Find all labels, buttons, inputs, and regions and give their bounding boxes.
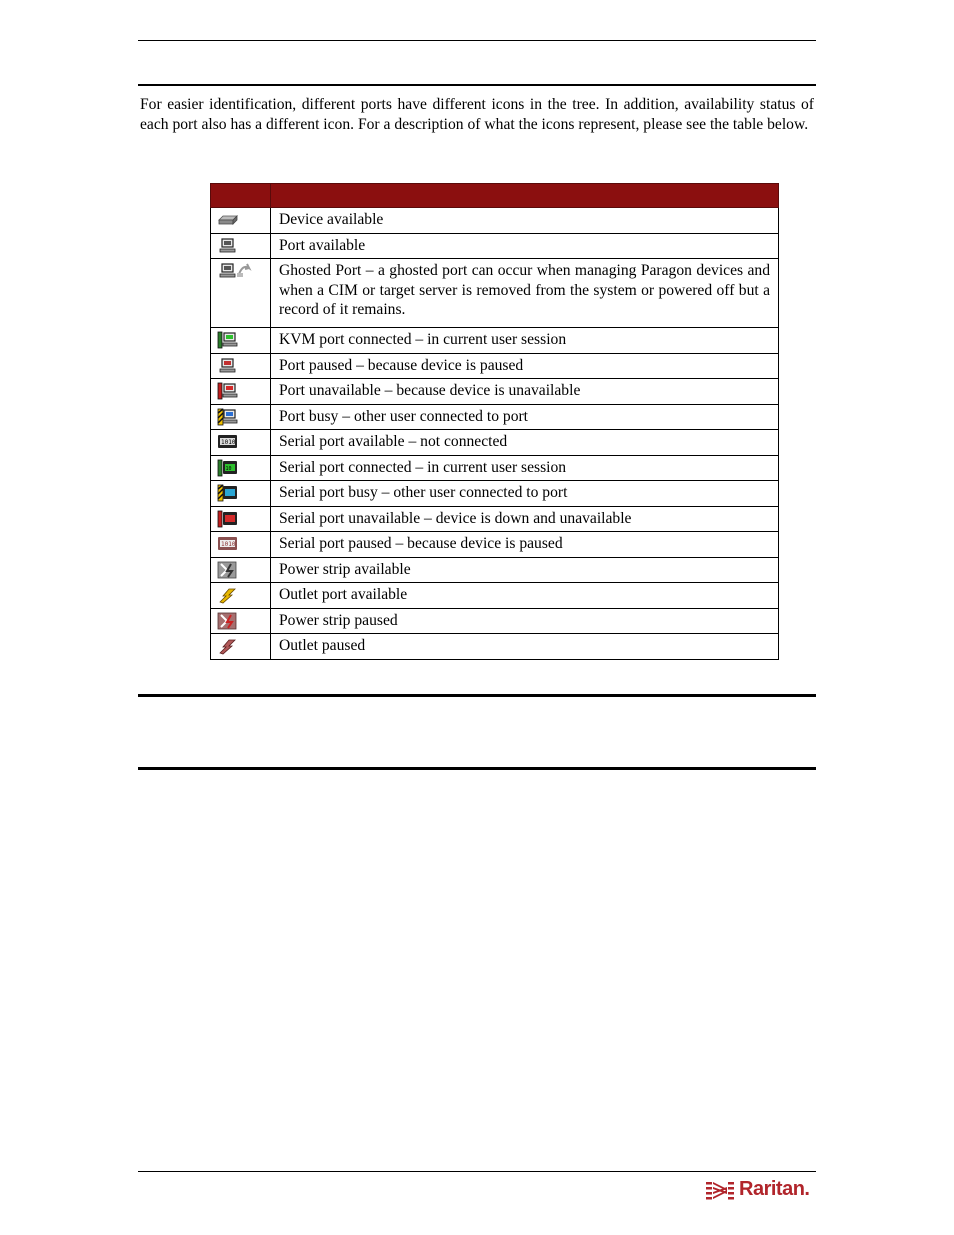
header-rule-top bbox=[138, 40, 816, 41]
table-cell-description: Port busy – other user connected to port bbox=[271, 404, 779, 430]
serial-port-connected-icon bbox=[211, 455, 271, 481]
svg-text:1010: 1010 bbox=[221, 541, 236, 548]
table-cell-description: Power strip paused bbox=[271, 608, 779, 634]
table-row bbox=[211, 608, 779, 634]
serial-port-busy-icon bbox=[211, 481, 271, 507]
table-row bbox=[211, 455, 779, 481]
table-cell-description: Serial port unavailable – device is down and unavailable bbox=[271, 506, 779, 532]
table-row bbox=[211, 506, 779, 532]
table-row bbox=[211, 379, 779, 405]
table-cell-description: Ghosted Port – a ghosted port can occur when managing Paragon devices and when a CIM or target server is removed from the system or powered off but a record of it remains. bbox=[271, 259, 779, 328]
table-cell-description: Serial port busy – other user connected to port bbox=[271, 481, 779, 507]
port-busy-icon bbox=[211, 404, 271, 430]
section-rule-upper bbox=[138, 694, 816, 697]
footer-rule bbox=[138, 1171, 816, 1172]
outlet-port-available-icon bbox=[211, 583, 271, 609]
table-row bbox=[211, 430, 779, 456]
table-row bbox=[211, 328, 779, 354]
svg-text:1010: 1010 bbox=[221, 439, 236, 446]
port-available-icon bbox=[211, 233, 271, 259]
serial-port-paused-icon bbox=[211, 532, 271, 558]
intro-paragraph: For easier identification, different ports have different icons in the tree. In addition, availability status of each port also has a different icon. For a description of what the icons represent, please see the table below. bbox=[140, 96, 814, 133]
device-icon bbox=[211, 208, 271, 234]
table-row bbox=[211, 259, 779, 328]
table-row bbox=[211, 557, 779, 583]
table-cell-description: Outlet paused bbox=[271, 634, 779, 660]
table-header-icon bbox=[211, 184, 271, 208]
table-row bbox=[211, 532, 779, 558]
port-paused-icon bbox=[211, 353, 271, 379]
table-row bbox=[211, 353, 779, 379]
kvm-port-connected-icon bbox=[211, 328, 271, 354]
section-rule-lower bbox=[138, 767, 816, 770]
icon-legend-table bbox=[210, 183, 779, 660]
serial-port-unavailable-icon bbox=[211, 506, 271, 532]
table-row bbox=[211, 208, 779, 234]
raritan-logo bbox=[706, 1178, 814, 1204]
table-cell-description: Serial port available – not connected bbox=[271, 430, 779, 456]
port-unavailable-icon bbox=[211, 379, 271, 405]
power-strip-available-icon bbox=[211, 557, 271, 583]
table-cell-description: Power strip available bbox=[271, 557, 779, 583]
table-cell-description: Port available bbox=[271, 233, 779, 259]
table-row bbox=[211, 583, 779, 609]
svg-text:10: 10 bbox=[225, 465, 232, 472]
table-row bbox=[211, 233, 779, 259]
serial-port-available-icon bbox=[211, 430, 271, 456]
table-cell-description: Device available bbox=[271, 208, 779, 234]
ghosted-port-icon bbox=[211, 259, 271, 328]
table-header-row bbox=[211, 184, 779, 208]
table-cell-description: Serial port connected – in current user session bbox=[271, 455, 779, 481]
raritan-logo-text: Raritan. bbox=[739, 1178, 810, 1200]
table-row bbox=[211, 404, 779, 430]
table-header-description bbox=[271, 184, 779, 208]
table-cell-description: Serial port paused – because device is paused bbox=[271, 532, 779, 558]
table-cell-description: Port unavailable – because device is unavailable bbox=[271, 379, 779, 405]
table-cell-description: Outlet port available bbox=[271, 583, 779, 609]
outlet-paused-icon bbox=[211, 634, 271, 660]
header-rule-section bbox=[138, 84, 816, 86]
raritan-logo-mark-icon bbox=[706, 1178, 736, 1204]
table-row bbox=[211, 634, 779, 660]
table-cell-description: Port paused – because device is paused bbox=[271, 353, 779, 379]
power-strip-paused-icon bbox=[211, 608, 271, 634]
table-row bbox=[211, 481, 779, 507]
table-cell-description: KVM port connected – in current user session bbox=[271, 328, 779, 354]
